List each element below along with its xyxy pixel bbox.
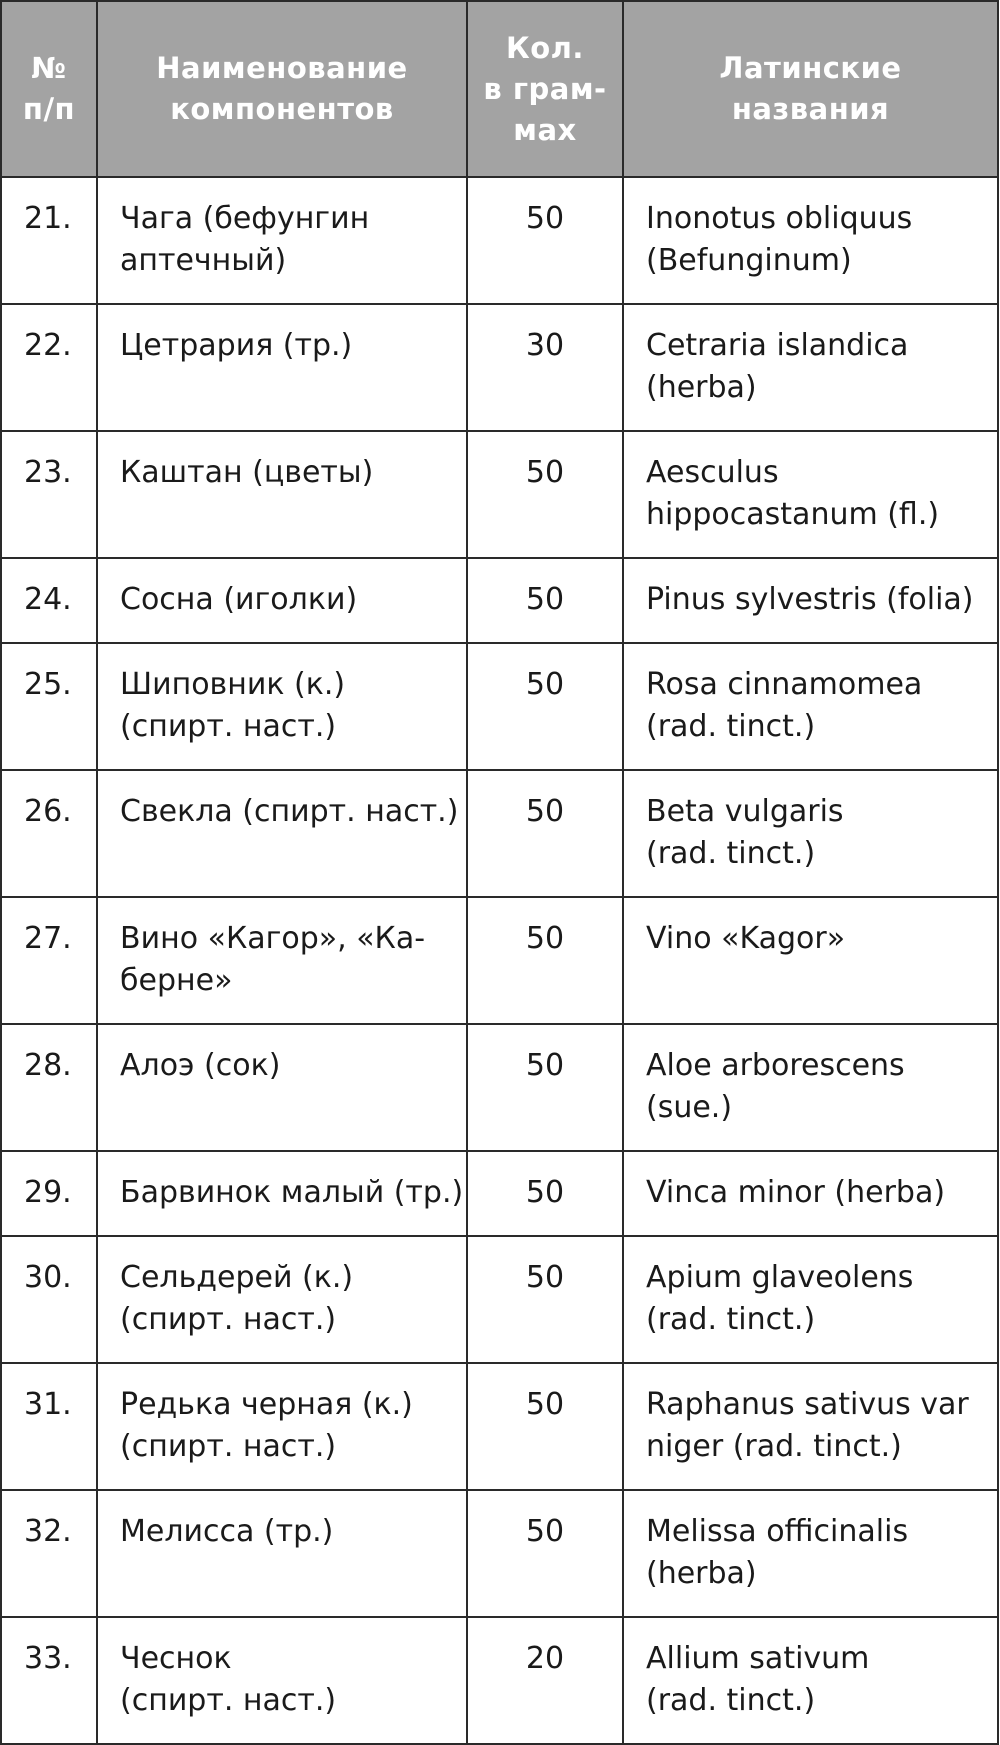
- table-row: [1, 897, 998, 1024]
- table-header: [1, 1, 998, 177]
- row-number: 30.: [24, 1260, 72, 1295]
- latin-name-line: Aloe arborescens: [646, 1048, 905, 1083]
- cell-quantity: [467, 897, 623, 1024]
- latin-name-line: niger (rad. tinct.): [646, 1429, 902, 1464]
- cell-latin: [623, 1236, 998, 1363]
- cell-latin: [623, 558, 998, 643]
- cell-latin: [623, 1363, 998, 1490]
- header-line: в грам-: [483, 71, 607, 106]
- quantity-grams: 50: [525, 921, 565, 956]
- cell-quantity: [467, 431, 623, 558]
- table-body: [1, 177, 998, 1744]
- latin-name-line: (rad. tinct.): [646, 709, 816, 744]
- cell-name: [97, 770, 467, 897]
- table-row: [1, 558, 998, 643]
- latin-name-line: (Befunginum): [646, 243, 852, 278]
- row-number: 33.: [24, 1641, 72, 1676]
- cell-latin: [623, 304, 998, 431]
- component-name-line: (спирт. наст.): [120, 709, 337, 744]
- cell-name: [97, 304, 467, 431]
- component-name-line: (спирт. наст.): [120, 1429, 337, 1464]
- latin-name-line: Vinca minor (herba): [646, 1175, 946, 1210]
- latin-name-line: (rad. tinct.): [646, 1302, 816, 1337]
- table-row: [1, 770, 998, 897]
- quantity-grams: 50: [525, 667, 565, 702]
- row-number: 28.: [24, 1048, 72, 1083]
- cell-quantity: [467, 1151, 623, 1236]
- component-name-line: берне»: [120, 963, 233, 998]
- header-line: названия: [731, 92, 890, 126]
- latin-name-line: Vino «Kagor»: [646, 921, 846, 956]
- cell-quantity: [467, 1363, 623, 1490]
- latin-name-line: Allium sativum: [646, 1641, 870, 1676]
- latin-name-line: (herba): [646, 370, 757, 405]
- component-name-line: Мелисса (тр.): [120, 1514, 334, 1549]
- cell-number: [1, 304, 97, 431]
- row-number: 32.: [24, 1514, 72, 1549]
- header-line: мах: [513, 112, 577, 147]
- cell-quantity: [467, 1490, 623, 1617]
- latin-name-line: hippocastanum (fl.): [646, 497, 940, 532]
- table-row: [1, 1024, 998, 1151]
- cell-latin: [623, 643, 998, 770]
- cell-quantity: [467, 177, 623, 304]
- quantity-grams: 30: [525, 328, 565, 363]
- cell-number: [1, 177, 97, 304]
- table-row: [1, 1490, 998, 1617]
- latin-name-line: (rad. tinct.): [646, 1683, 816, 1718]
- header-latin: [623, 1, 998, 177]
- component-name-line: Чеснок: [120, 1641, 232, 1676]
- cell-latin: [623, 177, 998, 304]
- row-number: 25.: [24, 667, 72, 702]
- cell-latin: [623, 1490, 998, 1617]
- cell-quantity: [467, 558, 623, 643]
- component-name-line: Цетрария (тр.): [120, 328, 353, 363]
- cell-number: [1, 643, 97, 770]
- cell-name: [97, 1024, 467, 1151]
- cell-name: [97, 643, 467, 770]
- cell-name: [97, 1236, 467, 1363]
- table-row: [1, 177, 998, 304]
- cell-quantity: [467, 1024, 623, 1151]
- header-line: №: [31, 51, 67, 85]
- cell-number: [1, 770, 97, 897]
- cell-quantity: [467, 1617, 623, 1744]
- cell-number: [1, 1024, 97, 1151]
- component-name-line: Вино «Кагор», «Ка-: [120, 921, 426, 956]
- table-row: [1, 643, 998, 770]
- cell-name: [97, 431, 467, 558]
- cell-number: [1, 1236, 97, 1363]
- component-name-line: Алоэ (сок): [120, 1048, 281, 1083]
- row-number: 24.: [24, 582, 72, 617]
- header-quantity: [467, 1, 623, 177]
- component-name-line: (спирт. наст.): [120, 1302, 337, 1337]
- header-line: Кол.: [506, 30, 584, 65]
- component-name-line: Сосна (иголки): [120, 582, 358, 617]
- cell-quantity: [467, 770, 623, 897]
- cell-number: [1, 558, 97, 643]
- latin-name-line: (sue.): [646, 1090, 733, 1125]
- latin-name-line: Beta vulgaris: [646, 794, 844, 829]
- cell-latin: [623, 1151, 998, 1236]
- header-line: Латинские: [719, 51, 902, 85]
- table-row: [1, 431, 998, 558]
- component-name-line: (спирт. наст.): [120, 1683, 337, 1718]
- cell-number: [1, 1363, 97, 1490]
- component-name-line: Сельдерей (к.): [120, 1260, 354, 1295]
- quantity-grams: 50: [525, 794, 565, 829]
- latin-name-line: (rad. tinct.): [646, 836, 816, 871]
- cell-latin: [623, 1617, 998, 1744]
- cell-name: [97, 897, 467, 1024]
- row-number: 31.: [24, 1387, 72, 1422]
- quantity-grams: 50: [525, 455, 565, 490]
- cell-name: [97, 1151, 467, 1236]
- quantity-grams: 50: [525, 201, 565, 236]
- header-line: п/п: [22, 92, 76, 126]
- latin-name-line: Cetraria islandica: [646, 328, 909, 363]
- cell-number: [1, 1490, 97, 1617]
- row-number: 29.: [24, 1175, 72, 1210]
- quantity-grams: 20: [525, 1641, 565, 1676]
- component-name-line: Свекла (спирт. наст.): [120, 794, 459, 829]
- cell-latin: [623, 897, 998, 1024]
- cell-number: [1, 431, 97, 558]
- cell-latin: [623, 1024, 998, 1151]
- cell-name: [97, 1617, 467, 1744]
- component-name-line: Чага (бефунгин: [120, 201, 370, 236]
- quantity-grams: 50: [525, 1260, 565, 1295]
- cell-latin: [623, 770, 998, 897]
- header-row: [1, 1, 998, 177]
- latin-name-line: (herba): [646, 1556, 757, 1591]
- table-row: [1, 304, 998, 431]
- component-name-line: Каштан (цветы): [120, 455, 374, 490]
- quantity-grams: 50: [525, 1387, 565, 1422]
- quantity-grams: 50: [525, 1048, 565, 1083]
- table-row: [1, 1236, 998, 1363]
- latin-name-line: Raphanus sativus var: [646, 1387, 969, 1422]
- cell-quantity: [467, 304, 623, 431]
- component-name-line: Шиповник (к.): [120, 667, 346, 702]
- component-name-line: аптечный): [120, 243, 287, 278]
- header-line: Наименование: [156, 51, 408, 85]
- cell-name: [97, 1363, 467, 1490]
- row-number: 27.: [24, 921, 72, 956]
- cell-number: [1, 1617, 97, 1744]
- latin-name-line: Apium glaveolens: [646, 1260, 914, 1295]
- cell-name: [97, 1490, 467, 1617]
- cell-quantity: [467, 643, 623, 770]
- latin-name-line: Inonotus obliquus: [646, 201, 913, 236]
- row-number: 21.: [24, 201, 72, 236]
- header-name: [97, 1, 467, 177]
- cell-name: [97, 558, 467, 643]
- header-line: компонентов: [170, 92, 394, 126]
- latin-name-line: Melissa officinalis: [646, 1514, 909, 1549]
- table-row: [1, 1617, 998, 1744]
- component-name-line: Редька черная (к.): [120, 1387, 413, 1422]
- row-number: 23.: [24, 455, 72, 490]
- table-row: [1, 1363, 998, 1490]
- cell-number: [1, 897, 97, 1024]
- quantity-grams: 50: [525, 582, 565, 617]
- latin-name-line: Aesculus: [646, 455, 779, 490]
- row-number: 26.: [24, 794, 72, 829]
- header-number: [1, 1, 97, 177]
- quantity-grams: 50: [525, 1175, 565, 1210]
- component-name-line: Барвинок малый (тр.): [120, 1175, 464, 1210]
- quantity-grams: 50: [525, 1514, 565, 1549]
- cell-name: [97, 177, 467, 304]
- cell-latin: [623, 431, 998, 558]
- table-row: [1, 1151, 998, 1236]
- latin-name-line: Pinus sylvestris (folia): [646, 582, 974, 617]
- latin-name-line: Rosa cinnamomea: [646, 667, 923, 702]
- cell-quantity: [467, 1236, 623, 1363]
- cell-number: [1, 1151, 97, 1236]
- row-number: 22.: [24, 328, 72, 363]
